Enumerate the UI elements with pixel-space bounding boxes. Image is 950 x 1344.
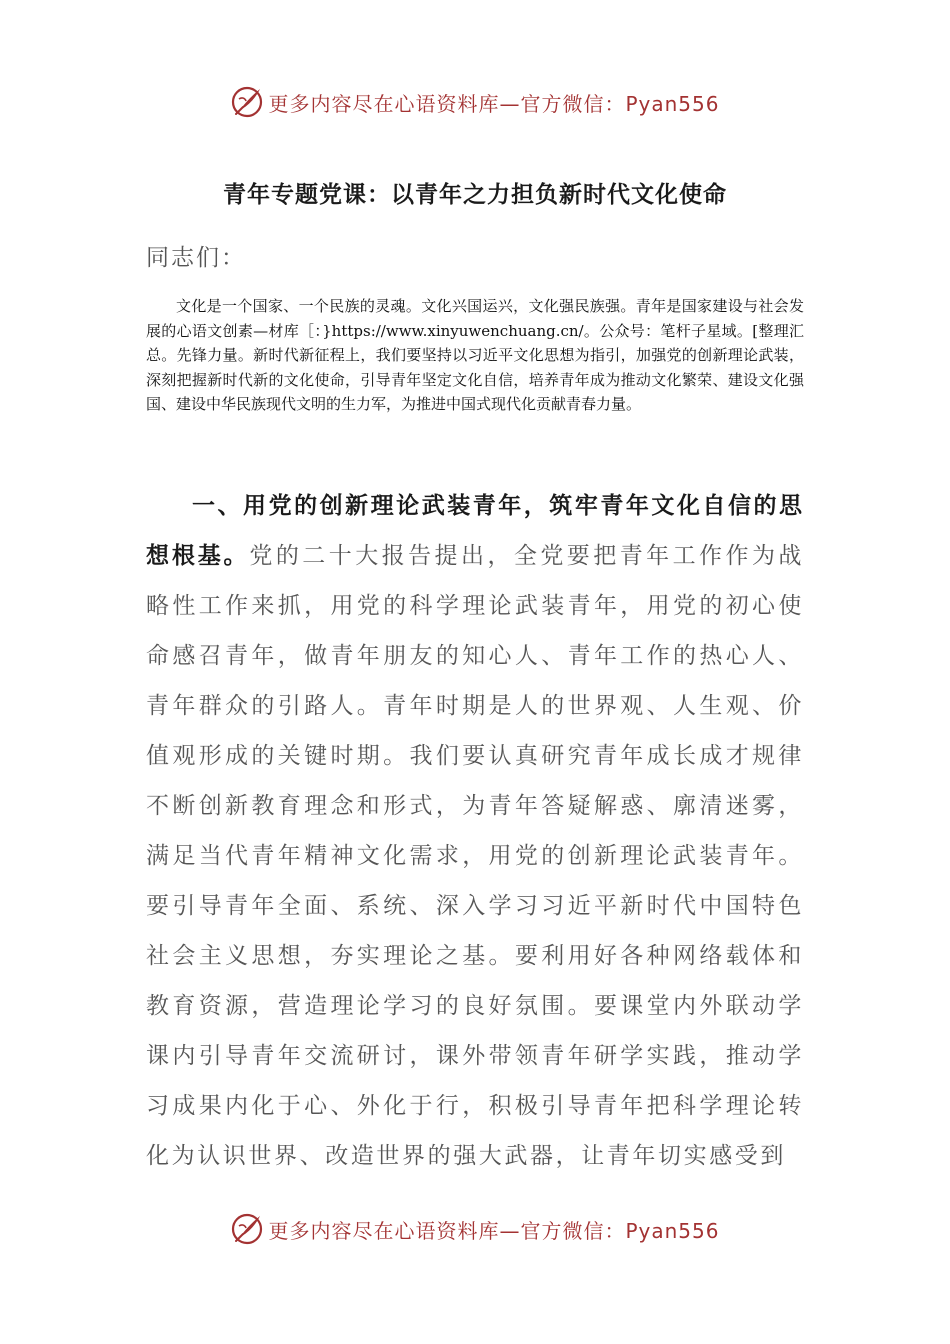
banner-text: 更多内容尽在心语资料库—官方微信：Pyan556 (268, 1218, 720, 1243)
quill-pen-icon (230, 85, 264, 119)
page-title: 青年专题党课：以青年之力担负新时代文化使命 (223, 182, 727, 208)
salutation: 同志们： (146, 245, 246, 271)
section-1-heading: 一、用党的创新理论武装青年，筑牢青年文化自信的思想根基。 (146, 493, 804, 569)
section-1-paragraph (146, 481, 804, 1181)
footer-watermark-banner (0, 1209, 950, 1249)
section-1-body: 党的二十大报告提出，全党要把青年工作作为战略性工作来抓，用党的科学理论武装青年，用党的初心使命感召青年，做青年朋友的知心人、青年工作的热心人、青年群众的引路人。青年时期是人的世界观、人生观、价值观形成的关键时期。我们要认真研究青年成长成才规律不断创新教育理念和形式，为青年答疑解惑、廓清迷雾，满足当代青年精神文化需求，用党的创新理论武装青年。要引导青年全面、系统、深入学习习近平新时代中国特色社会主义思想，夯实理论之基。要利用好各种网络载体和教育资源，营造理论学习的良好氛围。要课堂内外联动学课内引导青年交流研讨，课外带领青年研学实践，推动学习成果内化于心、外化于行，积极引导青年把科学理论转化为认识世界、改造世界的强大武器，让青年切实感受到 (146, 543, 804, 1169)
banner-text: 更多内容尽在心语资料库—官方微信：Pyan556 (268, 91, 720, 116)
quill-pen-icon (230, 1212, 264, 1246)
intro-paragraph: 文化是一个国家、一个民族的灵魂。文化兴国运兴，文化强民族强。青年是国家建设与社会发展的心语文创素—材库［：}https://www.xinyuwenchuang.cn/。公众号：笔杆子星域。[整理汇总。先锋力量。新时代新征程上，我们要坚持以习近平文化思想为指引，加强党的创新理论武装，深刻把握新时代新的文化使命，引导青年坚定文化自信，培养青年成为推动文化繁荣、建设文化强国、建设中华民族现代文明的生力军，为推进中国式现代化贡献青春力量。 (146, 297, 804, 413)
header-watermark-banner (0, 82, 950, 122)
